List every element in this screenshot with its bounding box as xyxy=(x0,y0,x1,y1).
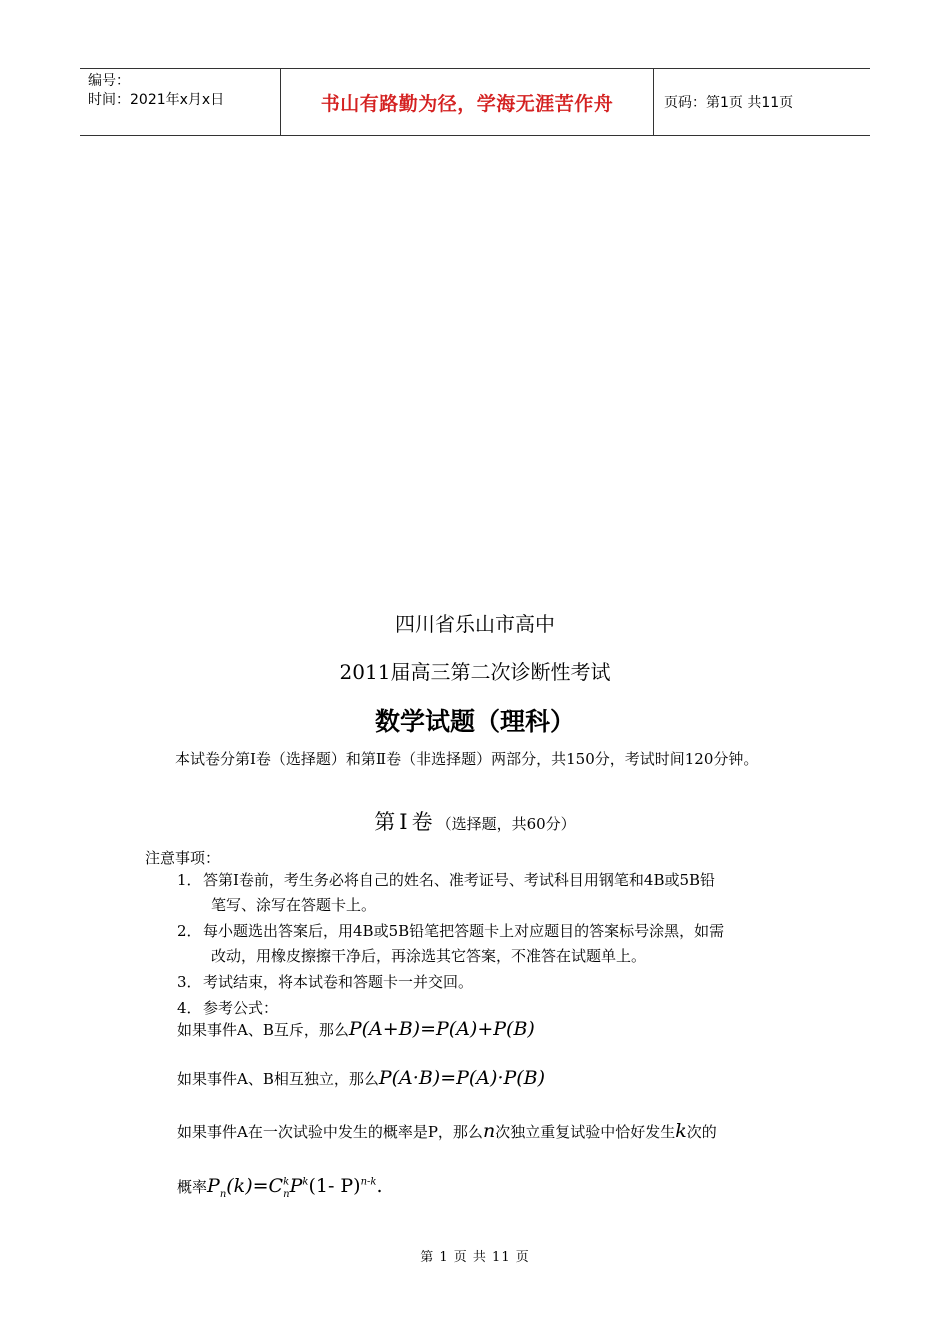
note-text: 答第Ⅰ卷前，考生务必将自己的姓名、准考证号、考试科目用钢笔和4B或5B铅 xyxy=(203,871,716,889)
note-text: 每小题选出答案后，用4B或5B铅笔把答题卡上对应题目的答案标号涂黑，如需 xyxy=(203,922,725,940)
formula-text: 如果事件A、B互斥，那么 xyxy=(177,1021,349,1039)
note-item-2 xyxy=(177,919,810,969)
section-name: 第Ⅰ卷 xyxy=(374,810,437,834)
header-left-cell xyxy=(80,69,281,135)
section-detail: （选择题，共60分） xyxy=(436,815,576,833)
note-item-3 xyxy=(177,970,810,995)
note-text-continued: 笔写、涂写在答题卡上。 xyxy=(211,896,377,914)
formula-math: P(A·B)=P(A)·P(B) xyxy=(378,1067,546,1089)
formula-math: P(A+B)=P(A)+P(B) xyxy=(348,1018,535,1040)
notes-title: 注意事项： xyxy=(145,849,221,867)
exam-title: 2011届高三第二次诊断性考试 xyxy=(339,660,611,684)
formula-part: P xyxy=(207,1175,220,1197)
header-page-info: 页码：第1页 共11页 xyxy=(664,95,794,111)
note-item-1 xyxy=(177,868,810,918)
formula-text: 概率 xyxy=(177,1178,208,1196)
formula-text: 次独立重复试验中恰好发生 xyxy=(495,1123,676,1141)
time-label: 时间：2021年x月x日 xyxy=(88,92,225,108)
page-header xyxy=(80,68,870,136)
formula-independent xyxy=(177,1067,545,1089)
formula-part: k xyxy=(283,1176,290,1188)
formula-text: 如果事件A在一次试验中发生的概率是P，那么 xyxy=(177,1123,483,1141)
formula-part: n xyxy=(283,1188,290,1200)
binomial-formula xyxy=(207,1175,383,1200)
formula-part: (k)=C xyxy=(226,1175,284,1197)
formula-part: n xyxy=(219,1188,227,1200)
note-number: 3． xyxy=(177,973,202,991)
formula-text: 次的 xyxy=(686,1123,717,1141)
formula-part: n-k xyxy=(360,1176,377,1188)
formula-part: (1- P) xyxy=(308,1175,361,1197)
formula-binomial-description xyxy=(177,1120,717,1142)
note-text: 参考公式： xyxy=(203,999,279,1017)
header-motto: 书山有路勤为径，学海无涯苦作舟 xyxy=(281,69,654,135)
formula-n: n xyxy=(482,1120,496,1142)
note-number: 1． xyxy=(177,871,202,889)
note-number: 2． xyxy=(177,922,202,940)
page-footer: 第 1 页 共 11 页 xyxy=(420,1250,530,1265)
note-text-continued: 改动，用橡皮擦擦干净后，再涂选其它答案，不准答在试题单上。 xyxy=(211,947,647,965)
formula-text: 如果事件A、B相互独立，那么 xyxy=(177,1070,379,1088)
formula-part: . xyxy=(376,1175,383,1197)
section-heading xyxy=(0,806,950,836)
formula-mutually-exclusive xyxy=(177,1018,535,1040)
note-number: 4． xyxy=(177,999,202,1017)
formula-k: k xyxy=(675,1120,687,1142)
formula-part: P xyxy=(289,1175,303,1197)
note-text: 考试结束，将本试卷和答题卡一并交回。 xyxy=(203,973,474,991)
serial-label: 编号： xyxy=(88,73,130,89)
formula-part: k xyxy=(302,1176,309,1188)
subject-title: 数学试题（理科） xyxy=(374,707,575,736)
intro-paragraph: 本试卷分第Ⅰ卷（选择题）和第Ⅱ卷（非选择题）两部分，共150分，考试时间120分钟。 xyxy=(175,750,759,768)
formula-binomial xyxy=(177,1175,383,1200)
school-title: 四川省乐山市高中 xyxy=(395,612,555,636)
